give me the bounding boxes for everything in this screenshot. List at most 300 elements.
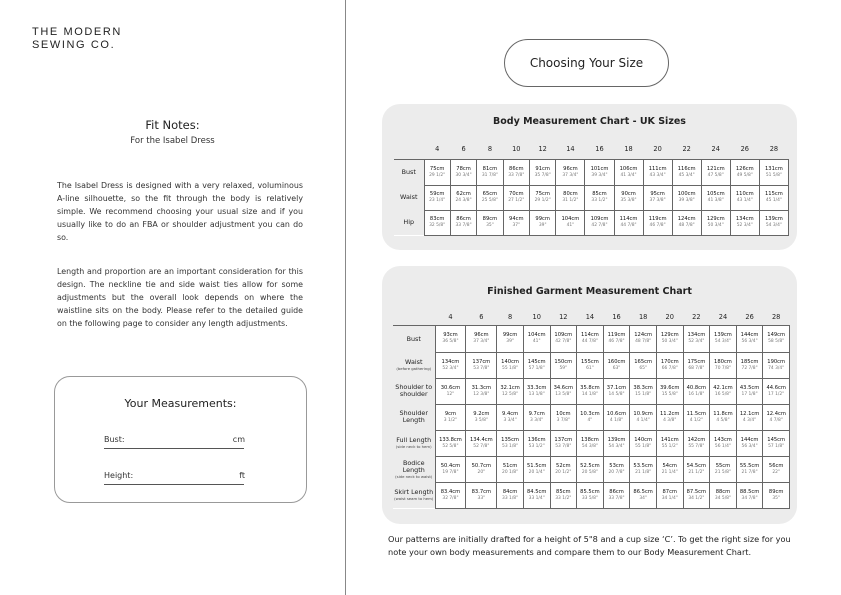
table-row	[393, 482, 790, 508]
measurement-cell	[710, 456, 737, 482]
measurement-cell	[577, 352, 604, 378]
row-label-note: (waist seam to hem)	[394, 496, 434, 501]
row-label	[393, 352, 435, 378]
measurement-cell	[523, 326, 550, 353]
measurement-cell	[736, 456, 763, 482]
measurement-cell	[759, 185, 788, 210]
row-label	[393, 378, 435, 404]
cm-value: 115cm	[765, 191, 783, 197]
cm-value: 139cm	[607, 436, 626, 443]
measurement-cell	[556, 185, 585, 210]
cm-value: 39.6cm	[660, 384, 680, 391]
bust-underline	[104, 448, 244, 449]
cm-value: 135cm	[501, 436, 519, 443]
inch-value: 37"	[512, 223, 521, 228]
inch-value: 47 5/8"	[707, 172, 724, 178]
measurement-cell	[710, 352, 737, 378]
cm-value: 70cm	[509, 191, 524, 197]
inch-value: 4 1/8"	[609, 417, 624, 423]
measurement-cell	[656, 430, 683, 456]
measurement-cell	[523, 352, 550, 378]
size-header-row	[394, 139, 789, 160]
measurement-cell	[630, 404, 657, 430]
cm-value: 12.1cm	[739, 410, 760, 417]
inch-value: 21 7/8"	[741, 469, 758, 475]
measurement-cell	[656, 482, 683, 508]
measurement-cell	[643, 185, 672, 210]
inch-value: 54 3/4"	[765, 223, 782, 228]
cm-value: 50.7cm	[471, 462, 492, 469]
inch-value: 57 1/8"	[528, 365, 545, 371]
inch-value: 58 5/8"	[768, 339, 785, 345]
cm-value: 51cm	[502, 462, 518, 469]
inch-value: 21 1/2"	[688, 469, 705, 475]
row-label	[393, 456, 435, 482]
inch-value: 33 5/8"	[581, 495, 598, 501]
measurement-cell	[497, 378, 524, 404]
inch-value: 46 7/8"	[649, 223, 666, 228]
measurement-cell	[585, 210, 614, 235]
inch-value: 12 3/8"	[473, 391, 490, 397]
cm-value: 104cm	[527, 332, 546, 339]
size-header: 28	[759, 139, 788, 160]
cm-value: 180cm	[714, 358, 732, 365]
size-header: 24	[701, 139, 730, 160]
cm-value: 145cm	[527, 358, 546, 365]
row-label-note: (side neck to hem)	[395, 444, 432, 449]
inch-value: 14 1/8"	[581, 391, 598, 397]
row-label	[393, 404, 435, 430]
measurement-cell	[736, 482, 763, 508]
inch-value: 3 3/4"	[503, 417, 517, 423]
size-header: 22	[683, 309, 710, 326]
measurement-cell	[466, 378, 497, 404]
height-field[interactable]	[104, 471, 244, 480]
inch-value: 41 3/4"	[620, 172, 637, 178]
inch-value: 13 5/8"	[555, 391, 572, 397]
cm-value: 94cm	[509, 216, 524, 222]
cm-value: 42.1cm	[713, 384, 733, 391]
cm-value: 62cm	[456, 191, 471, 197]
cm-value: 10.9cm	[633, 410, 653, 417]
garment-measurement-panel	[382, 266, 797, 524]
cm-value: 109cm	[554, 332, 573, 339]
size-header-row	[393, 309, 790, 326]
cm-value: 129cm	[706, 216, 725, 222]
measurement-cell	[466, 482, 497, 508]
cm-value: 95cm	[650, 191, 665, 197]
inch-value: 48 7/8"	[678, 223, 695, 228]
measurement-cell	[466, 456, 497, 482]
measurement-cell	[435, 404, 466, 430]
size-header: 12	[550, 309, 577, 326]
measurement-cell	[550, 430, 577, 456]
inch-value: 4 7/8"	[769, 417, 783, 423]
inch-value: 33 1/2"	[591, 198, 608, 203]
size-header: 14	[556, 139, 585, 160]
cm-value: 137cm	[554, 436, 573, 443]
measurement-cell	[550, 352, 577, 378]
measurement-cell	[523, 430, 550, 456]
inch-value: 50 3/4"	[661, 339, 678, 345]
cm-value: 134cm	[735, 216, 754, 222]
cm-value: 52cm	[556, 462, 571, 469]
cm-value: 84.5cm	[526, 488, 547, 495]
inch-value: 39 3/4"	[591, 172, 608, 178]
inch-value: 4 1/2"	[689, 417, 703, 423]
measurement-cell	[763, 378, 790, 404]
cm-value: 11.5cm	[686, 410, 707, 417]
measurement-cell	[497, 352, 524, 378]
inch-value: 61"	[586, 365, 594, 371]
cm-value: 143cm	[714, 436, 732, 443]
table-row	[394, 160, 789, 186]
measurement-cell	[477, 210, 503, 235]
measurement-cell	[424, 160, 450, 186]
cm-value: 119cm	[607, 332, 626, 339]
table-row	[393, 352, 790, 378]
inch-value: 56 3/4"	[741, 339, 758, 345]
inch-value: 33 7/8"	[508, 172, 525, 178]
cm-value: 134cm	[441, 358, 460, 365]
size-header: 4	[424, 139, 450, 160]
inch-value: 15 1/8"	[635, 391, 652, 397]
measurement-cell	[763, 352, 790, 378]
size-header: 26	[730, 139, 759, 160]
cm-value: 87cm	[662, 488, 677, 495]
body-measurement-panel	[382, 104, 797, 250]
row-label	[393, 326, 435, 353]
cm-value: 86cm	[509, 165, 524, 172]
row-label-text: Waist	[405, 358, 423, 366]
cm-value: 38.3cm	[633, 384, 653, 391]
cm-value: 99cm	[502, 332, 518, 339]
cm-value: 91cm	[535, 165, 550, 172]
inch-value: 63"	[612, 365, 621, 371]
cm-value: 9cm	[444, 410, 457, 417]
size-header: 8	[477, 139, 503, 160]
inch-value: 20 1/8"	[502, 469, 519, 475]
cm-value: 134.4cm	[469, 436, 493, 443]
measurement-cell	[435, 482, 466, 508]
inch-value: 4 3/4"	[742, 417, 757, 423]
cm-value: 54cm	[662, 462, 677, 469]
cm-value: 121cm	[706, 165, 725, 172]
inch-value: 17 1/2"	[768, 391, 785, 397]
cm-value: 54.5cm	[686, 462, 707, 469]
measurement-cell	[556, 160, 585, 186]
size-header: 24	[710, 309, 737, 326]
cm-value: 136cm	[527, 436, 546, 443]
cm-value: 9.4cm	[502, 410, 519, 417]
measurement-cell	[603, 352, 630, 378]
table-row	[393, 430, 790, 456]
cm-value: 138cm	[581, 436, 599, 443]
size-header: 10	[503, 139, 529, 160]
measurement-cell	[466, 404, 497, 430]
row-label	[393, 482, 435, 508]
measurement-cell	[550, 378, 577, 404]
inch-value: 13 1/8"	[528, 391, 545, 397]
measurement-cell	[656, 352, 683, 378]
inch-value: 3 7/8"	[556, 417, 570, 423]
cm-value: 34.6cm	[553, 384, 574, 391]
cm-value: 30.6cm	[440, 384, 461, 391]
measurement-cell	[603, 456, 630, 482]
measurement-cell	[577, 326, 604, 353]
table-row	[393, 456, 790, 482]
inch-value: 3 5/8"	[474, 417, 488, 423]
measurement-cell	[710, 378, 737, 404]
inch-value: 21 1/8"	[635, 469, 652, 475]
size-header: 6	[450, 139, 476, 160]
measurement-cell	[759, 160, 788, 186]
inch-value: 33 1/2"	[555, 495, 572, 501]
measurement-cell	[466, 430, 497, 456]
measurement-cell	[556, 210, 585, 235]
inch-value: 37 3/4"	[562, 172, 579, 178]
measurement-cell	[643, 160, 672, 186]
cm-value: 144cm	[740, 332, 759, 339]
measurement-cell	[530, 160, 556, 186]
cm-value: 131cm	[765, 165, 783, 172]
measurement-cell	[450, 210, 476, 235]
cm-value: 75cm	[535, 191, 550, 197]
cm-value: 185cm	[740, 358, 759, 365]
inch-value: 14 5/8"	[608, 391, 625, 397]
measurement-cell	[656, 326, 683, 353]
measurement-cell	[523, 404, 550, 430]
measurement-cell	[701, 160, 730, 186]
measurement-cell	[477, 185, 503, 210]
inch-value: 70 7/8"	[714, 365, 731, 371]
measurement-cell	[683, 430, 710, 456]
measurement-cell	[710, 430, 737, 456]
inch-value: 44 7/8"	[620, 223, 637, 228]
inch-value: 46 7/8"	[608, 339, 625, 345]
row-label	[394, 185, 424, 210]
inch-value: 45 1/4"	[765, 198, 782, 203]
inch-value: 34"	[639, 495, 647, 501]
measurement-cell	[523, 482, 550, 508]
cm-value: 88.5cm	[739, 488, 760, 495]
cm-value: 111cm	[648, 165, 667, 172]
inch-value: 35"	[486, 223, 494, 228]
measurement-cell	[550, 326, 577, 353]
cm-value: 86.5cm	[633, 488, 653, 495]
cm-value: 124cm	[634, 332, 653, 339]
inch-value: 65"	[639, 365, 647, 371]
measurement-cell	[497, 430, 524, 456]
row-label-text: Skirt Length	[394, 488, 434, 496]
inch-value: 34 7/8"	[741, 495, 758, 501]
inch-value: 33 1/8"	[502, 495, 519, 501]
measurement-cell	[577, 378, 604, 404]
inch-value: 49 5/8"	[736, 172, 753, 178]
cm-value: 141cm	[660, 436, 679, 443]
inch-value: 55 1/2"	[661, 443, 678, 449]
cm-value: 119cm	[648, 216, 667, 222]
measurement-cell	[523, 378, 550, 404]
inch-value: 19 7/8"	[442, 469, 459, 475]
inch-value: 51 5/8"	[765, 172, 782, 178]
inch-value: 41 3/8"	[707, 198, 724, 203]
inch-value: 12"	[446, 391, 455, 397]
cm-value: 43.5cm	[739, 384, 760, 391]
cm-value: 53.5cm	[633, 462, 653, 469]
measurement-cell	[630, 378, 657, 404]
measurement-cell	[710, 482, 737, 508]
inch-value: 33 1/4"	[528, 495, 545, 501]
inch-value: 31 1/2"	[562, 198, 579, 203]
cm-value: 126cm	[735, 165, 754, 172]
inch-value: 20 1/4"	[528, 469, 545, 475]
size-header: 10	[523, 309, 550, 326]
header-corner	[393, 309, 435, 326]
measurement-cell	[656, 404, 683, 430]
measurement-cell	[603, 430, 630, 456]
inch-value: 35 3/8"	[620, 198, 637, 203]
inch-value: 39"	[506, 339, 514, 345]
inch-value: 35"	[772, 495, 780, 501]
measurement-cell	[763, 404, 790, 430]
measurement-cell	[577, 430, 604, 456]
cm-value: 51.5cm	[526, 462, 547, 469]
measurement-cell	[497, 456, 524, 482]
cm-value: 85cm	[592, 191, 607, 197]
cm-value: 59cm	[429, 191, 445, 197]
cm-value: 145cm	[767, 436, 786, 443]
measurement-cell	[530, 185, 556, 210]
inch-value: 32 5/8"	[429, 223, 446, 228]
measurement-cell	[435, 430, 466, 456]
cm-value: 9.7cm	[528, 410, 545, 417]
inch-value: 43 3/4"	[649, 172, 666, 178]
inch-value: 25 5/8"	[481, 198, 498, 203]
measurement-cell	[630, 430, 657, 456]
inch-value: 56 3/4"	[741, 443, 758, 449]
cm-value: 106cm	[619, 165, 638, 172]
inch-value: 17 1/8"	[741, 391, 758, 397]
measurement-cell	[450, 160, 476, 186]
cm-value: 170cm	[660, 358, 679, 365]
inch-value: 20 5/8"	[581, 469, 598, 475]
garment-chart-title: Finished Garment Measurement Chart	[487, 286, 692, 297]
brand-line-2: SEWING CO.	[32, 39, 116, 51]
cm-value: 35.8cm	[580, 384, 600, 391]
cm-value: 50.4cm	[440, 462, 461, 469]
inch-value: 37 3/8"	[649, 198, 666, 203]
cm-value: 10.6cm	[606, 410, 627, 417]
measurement-cell	[630, 326, 657, 353]
inch-value: 55 1/8"	[502, 365, 519, 371]
cm-value: 160cm	[607, 358, 626, 365]
measurement-cell	[503, 210, 529, 235]
cm-value: 140cm	[501, 358, 519, 365]
inch-value: 53 7/8"	[555, 443, 572, 449]
inch-value: 56 1/4"	[714, 443, 731, 449]
inch-value: 22"	[772, 469, 780, 475]
measurement-cell	[424, 210, 450, 235]
height-underline	[104, 484, 244, 485]
row-label-text: Bust	[406, 334, 421, 343]
cm-value: 86cm	[456, 216, 471, 222]
cm-value: 44.6cm	[766, 384, 786, 391]
choosing-your-size-button[interactable]: Choosing Your Size	[504, 39, 669, 87]
inch-value: 33"	[477, 495, 486, 501]
measurement-cell	[603, 482, 630, 508]
row-label-text: Hip	[403, 218, 415, 226]
cm-value: 99cm	[535, 216, 550, 222]
measurement-cell	[435, 378, 466, 404]
inch-value: 42 7/8"	[591, 223, 608, 228]
table-row	[393, 378, 790, 404]
measurement-cell	[450, 185, 476, 210]
measurement-cell	[503, 160, 529, 186]
measurement-cell	[763, 482, 790, 508]
inch-value: 21 1/4"	[661, 469, 678, 475]
measurement-cell	[530, 210, 556, 235]
cm-value: 83cm	[429, 216, 445, 222]
measurement-cell	[614, 160, 643, 186]
cm-value: 89cm	[482, 216, 498, 222]
inch-value: 53 7/8"	[473, 365, 490, 371]
cm-value: 56cm	[768, 462, 784, 469]
size-header: 26	[736, 309, 763, 326]
table-row	[394, 210, 789, 235]
inch-value: 4 3/8"	[663, 417, 677, 423]
measurement-cell	[550, 456, 577, 482]
measurement-cell	[683, 352, 710, 378]
measurement-cell	[585, 185, 614, 210]
measurement-cell	[656, 378, 683, 404]
cm-value: 83.4cm	[440, 488, 461, 495]
inch-value: 72 7/8"	[741, 365, 758, 371]
measurement-cell	[603, 378, 630, 404]
row-label	[394, 210, 424, 235]
cm-value: 116cm	[677, 165, 696, 172]
cm-value: 137cm	[472, 358, 491, 365]
measurement-cell	[701, 185, 730, 210]
cm-value: 83.7cm	[471, 488, 492, 495]
inch-value: 54 3/8"	[581, 443, 598, 449]
cm-value: 12.4cm	[766, 410, 786, 417]
inch-value: 39 3/8"	[678, 198, 695, 203]
inch-value: 4"	[587, 417, 593, 423]
cm-value: 109cm	[590, 216, 609, 222]
brand-logo	[32, 26, 122, 52]
measurement-cell	[683, 326, 710, 353]
cm-value: 86cm	[609, 488, 624, 495]
inch-value: 36 5/8"	[442, 339, 459, 345]
inch-value: 52 3/4"	[688, 339, 705, 345]
inch-value: 23 1/4"	[429, 198, 446, 203]
cm-value: 55cm	[715, 462, 731, 469]
measurement-cell	[585, 160, 614, 186]
measurement-cell	[435, 456, 466, 482]
cm-value: 155cm	[581, 358, 599, 365]
inch-value: 43 1/4"	[736, 198, 753, 203]
bust-field[interactable]	[104, 435, 244, 444]
cm-value: 104cm	[561, 216, 580, 222]
size-header: 28	[763, 309, 790, 326]
inch-value: 29 1/2"	[534, 198, 551, 203]
size-header: 22	[672, 139, 701, 160]
fit-notes-subtitle: For the Isabel Dress	[130, 136, 215, 146]
inch-value: 21 5/8"	[714, 469, 731, 475]
cm-value: 90cm	[621, 191, 636, 197]
cm-value: 52.5cm	[580, 462, 600, 469]
